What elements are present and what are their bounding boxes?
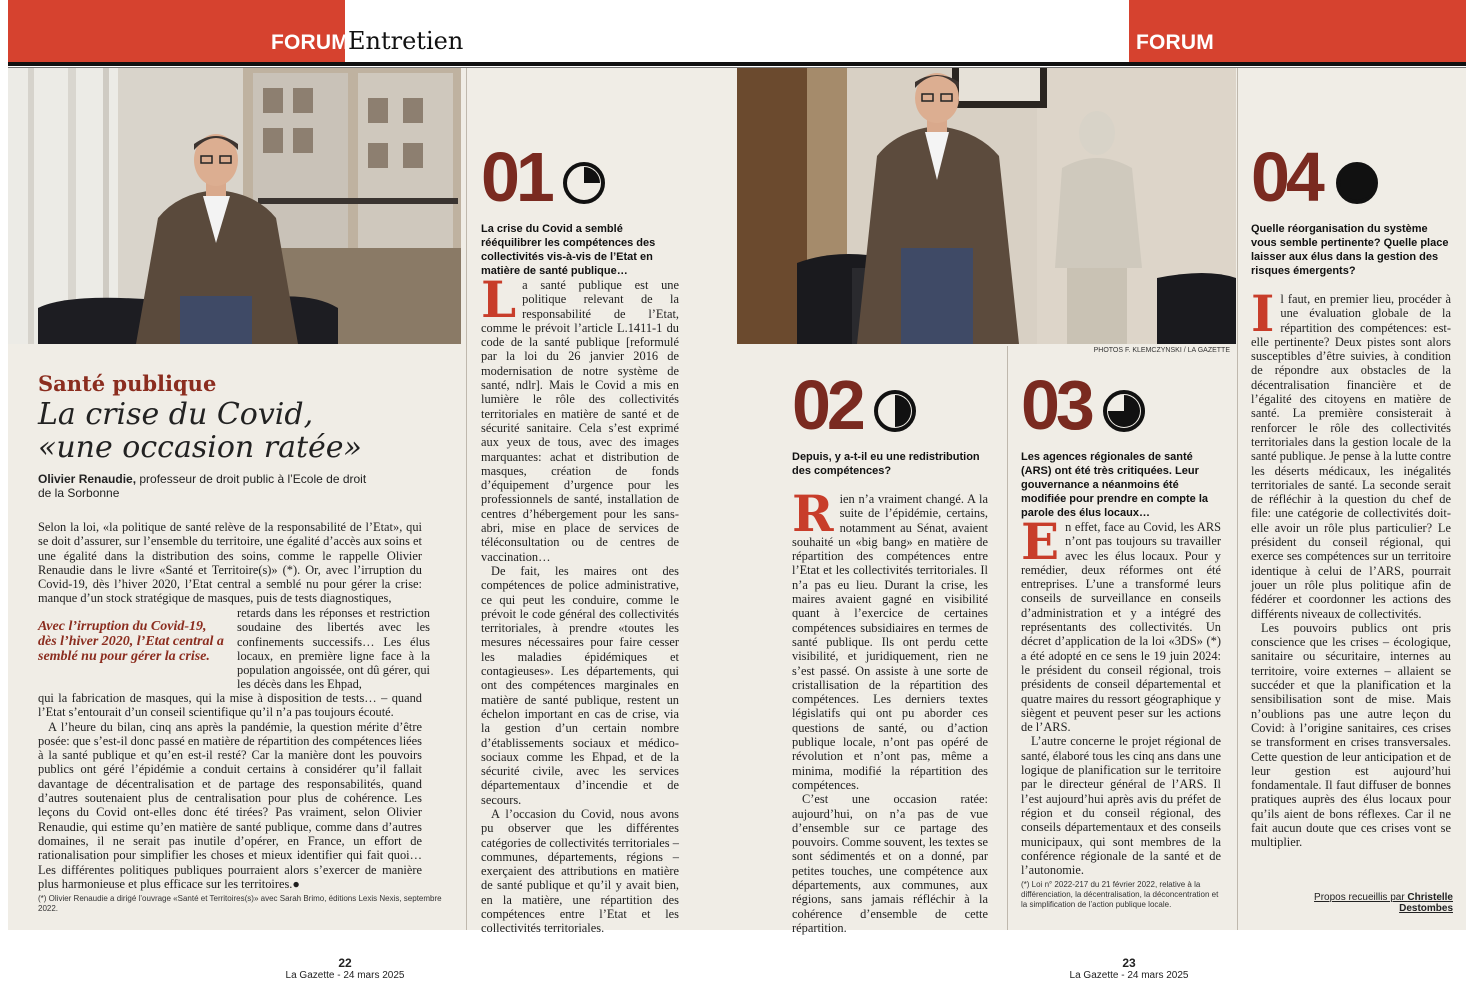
answer-01: La santé publique est une politique relevant de la responsabilité de l’Etat, comme le prévoit l’article L.1411-1 du code de la santé publique [reformulé par la loi du 26 janvier 2016 de modernisation de notre système de santé, ndlr]. Mais le Covid a mis en lumière le rôle des collectivités territoriales en matière de santé et de sécurité sanitaire. Cela s’est exprimé aux yeux de tous, avec des images marquantes: achat et distribution de masques, création de fonds d’équipement d’urgence pour les professionnels de santé, installation de centres d’hébergement pour les sans-abri, mise en place de services de téléconsultation ou de centres de vaccination… De fait, les maires ont des compétences de police administrative, ce qui peut les conduire, comme le prévoit le code général des collectivités territoriales, à prendre «toutes les mesures nécessaires pour faire cesser les maladies épidémiques et contagieuses». Les départements, qui ont des compétences marginales en matière de santé publique, restent un échelon important en cas de crise, via la gestion d’un certain nombre d’établissements sociaux et médico-sociaux comme les Ehpad, et de la sécurité civile, avec les services départementaux d’incendie et de secours. A l’occasion du Covid, nous avons pu observer que les différentes catégories de collectivités territoriales – communes, départements, régions – exerçaient des attributions en matière de santé publique et qu’il y avait bien, en la matière, une répartition des compétences entre l’Etat et les collectivités territoriales. — [481, 270, 679, 936]
portrait-photo-office — [737, 68, 1236, 344]
clock-full-icon — [1336, 162, 1378, 204]
publication-date-right: La Gazette - 24 mars 2025 — [1069, 970, 1189, 981]
interview-credit: Propos recueillis par Christelle Destombes — [1314, 892, 1453, 914]
intro-paragraph-2: qui la fabrication de masques, qui la mise à disposition de tests… – quand l’Etat s’entourait d’un conseil scientifique qu’il n’a pas toujours écouté. A l’heure du bilan, cinq ans après la pandémie, la question mérite d’être posée: que s’est-il donc passé en matière de répartition des compétences liées à la santé publique et qu’en est-il resté? Car la manière dont les pouvoirs publics ont géré l’épidémie a conduit certains à considérer qu’il fallait davantage de décentralisation et de partage des responsabilités, quand d’autres soutenaient plus de centralisation pour plus de cohérence. Les leçons du Covid ont-elles donc été tirées? Pas vraiment, selon Olivier Renaudie, qui estime qu’en matière de santé publique, comme dans d’autres domaines, il ne serait pas inutile d’opérer, en France, un effort de rationalisation pour simplifier les choses et mieux identifier qui fait quoi… Les différentes politiques publiques pourraient alors s’exercer de manière plus harmonieuse et plus efficace sur les territoires.● — [38, 691, 422, 891]
question-number-01: 01 — [481, 138, 551, 216]
section-title-entretien: Entretien — [348, 27, 464, 55]
intro-footnote: (*) Olivier Renaudie a dirigé l’ouvrage «Santé et Territoires(s)» avec Sarah Brimo, éditions Lexis Nexis, septembre 2022. — [38, 894, 442, 913]
forum-label-right: FORUM — [1136, 31, 1214, 54]
answer-02: Rien n’a vraiment changé. A la suite de l’épidémie, certains, notamment au Sénat, avaient souhaité un «big bang» en matière de répartition des compétences entre l’Etat et les collectivités territoriales. Il n’a pas eu lieu. Durant la crise, les maires avaient gagné en visibilité quant à l’exercice de certaines compétences subsidiaires en termes de santé publique. Ils ont perdu cette visibilité, et juridiquement, rien ne s’est passé. On assiste à une sorte de cristallisation de la répartition des compétences. Les derniers textes législatifs qui ont pu aborder ces questions de santé, ou d’action publique locale, n’ont pas opéré de révolution et n’ont pas, même a minima, modifié la répartition des compétences. C’est une occasion ratée: aujourd’hui, on n’a pas de vue d’ensemble sur ce partage des pouvoirs. Comme souvent, les textes se sont sédimentés et on a donné, par petites touches, une compétence aux départements, aux communes, aux régions, sans jamais réfléchir à la cohérence d’ensemble de cette répartition. — [792, 484, 988, 935]
headline-line-1: La crise du Covid, — [38, 397, 314, 432]
dropcap-l: L — [481, 270, 517, 329]
intro-paragraph-1: Selon la loi, «la politique de santé relève de la responsabilité de l’Etat», qui se doit d’assurer, sur l’ensemble du territoire, une égalité d’accès aux soins et une égalité dans la distribution des soins, comme le rappelle Olivier Renaudie dans le livre «Santé et Territoire(s)» (*). Or, avec l’irruption du Covid-19, dès l’hiver 2020, l’Etat central a semblé nu pour gérer la crise: manque d’un stock stratégique de masques, puis de tests diagnostiques, — [38, 520, 422, 606]
question-03: Les agences régionales de santé (ARS) ont été très critiquées. Leur gouvernance a néanmoins été modifiée pour prendre en compte la parole des élus locaux… — [1021, 451, 1209, 519]
kicker: Santé publique — [38, 371, 217, 396]
byline-role: professeur de droit public à l’Ecole de droit de la Sorbonne — [38, 472, 367, 500]
dropcap-r: R — [792, 484, 834, 543]
dropcap-i: I — [1251, 284, 1275, 343]
folio-right — [1054, 957, 1204, 982]
answer-04: Il faut, en premier lieu, procéder à une évaluation globale de la répartition des compétences: est-elle pertinente? Deux pistes sont alors susceptibles d’être suivies, à condition de répondre aux obstacles de la décentralisation financière et de l’égalité des citoyens en matière de santé. La première consisterait à renforcer le rôle des collectivités territoriales dans la gestion locale de la santé publique. Je pense à la lutte contre les déserts médicaux, les inégalités territoriales de santé. La seconde serait de réfléchir à la question du chef de file: une catégorie de collectivités doit-elle avoir un rôle plus particulier? Le président du conseil régional, qui exerce ses compétences sur un territoire identique à celui de l’ARS, pourrait jouer un rôle plus politique afin de fédérer et coordonner les actions des différents niveaux de collectivités. Les pouvoirs publics ont pris conscience que les crises – écologique, sanitaire ou sécuritaire, internes au territoire, voire externes – allaient se succéder et que la planification et la sensibilisation sont de mise. Mais n’oublions pas une autre leçon du Covid: à l’origine sanitaires, ces crises se transforment en crises transversales. Cette question de leur anticipation et de leur gestion est aujourd’hui fondamentale. Il faut diffuser de bonnes pratiques auprès des élus locaux pour qu’ils aient de bons réflexes. Car il ne fait aucun doute que ces crises vont se multiplier. — [1251, 284, 1451, 850]
question-number-02: 02 — [792, 366, 862, 444]
publication-date-left: La Gazette - 24 mars 2025 — [285, 970, 405, 981]
forum-label-left: FORUM — [271, 31, 349, 54]
headline — [38, 398, 458, 464]
question-number-03: 03 — [1021, 366, 1091, 444]
clock-three-quarter-icon — [1103, 390, 1145, 432]
page-number-right: 23 — [1122, 956, 1136, 970]
portrait-photo-balcony — [8, 68, 461, 344]
headline-line-2: «une occasion ratée» — [38, 430, 362, 465]
question-number-04: 04 — [1251, 138, 1321, 216]
column-divider — [466, 68, 467, 930]
clock-half-icon — [874, 390, 916, 432]
question-04: Quelle réorganisation du système vous semble pertinente? Quelle place laisser aux élus dans la gestion des risques émergents? — [1251, 223, 1449, 277]
pull-quote: Avec l’irruption du Covid-19, dès l’hiver 2020, l’Etat central a semblé nu pour gérer la crise. — [38, 619, 224, 664]
byline — [38, 472, 378, 500]
dropcap-e: E — [1021, 512, 1060, 571]
question-01: La crise du Covid a semblé rééquilibrer les compétences des collectivités vis-à-vis de l’Etat en matière de santé publique… — [481, 223, 656, 277]
answer-03: En effet, face au Covid, les ARS n’ont pas toujours su travailler avec les élus locaux. Pour y remédier, deux réformes ont été entreprises. L’une a transformé leurs conseils de surveillance en conseils d’administration et y a intégré des représentants des collectivités. Un décret d’application de la loi «3DS» (*) a été adopté en ce sens le 19 juin 2024: le président du conseil régional, trois présidents de conseil départemental et quatre maires du ressort géographique y siègent et peuvent peser sur les actions de l’ARS. L’autre concerne le projet régional de santé, élaboré tous les cinq ans dans une logique de planification sur le territoire par le directeur général de l’ARS. Il l’est aujourd’hui après avis du préfet de région et du conseil régional, des conseils départementaux et des conseils municipaux, qui sont membres de la conférence régionale de la santé et de l’autonomie. — [1021, 512, 1221, 878]
folio-left — [270, 957, 420, 982]
interviewer-name: Christelle Destombes — [1399, 892, 1453, 914]
header-rule — [8, 62, 1466, 66]
photo-credit: PHOTOS F. KLEMCZYNSKI / LA GAZETTE — [1093, 347, 1230, 354]
column-divider — [1007, 346, 1008, 930]
page-number-left: 22 — [338, 956, 352, 970]
intro-paragraph-wrap: retards dans les réponses et restriction soudaine des libertés avec les confinements successifs… Les élus locaux, en première ligne face à la population angoissée, ont dû gérer, qui les décès dans les Ehpad, — [237, 606, 430, 692]
answer-03-footnote: (*) Loi n° 2022-217 du 21 février 2022, relative à la différenciation, la décentralisation, la déconcentration et la simplification de l’action publique locale. — [1021, 880, 1219, 909]
byline-name: Olivier Renaudie, — [38, 472, 137, 486]
column-divider — [1237, 68, 1238, 930]
question-02: Depuis, y a-t-il eu une redistribution des compétences? — [792, 451, 980, 477]
clock-quarter-icon — [563, 162, 605, 204]
